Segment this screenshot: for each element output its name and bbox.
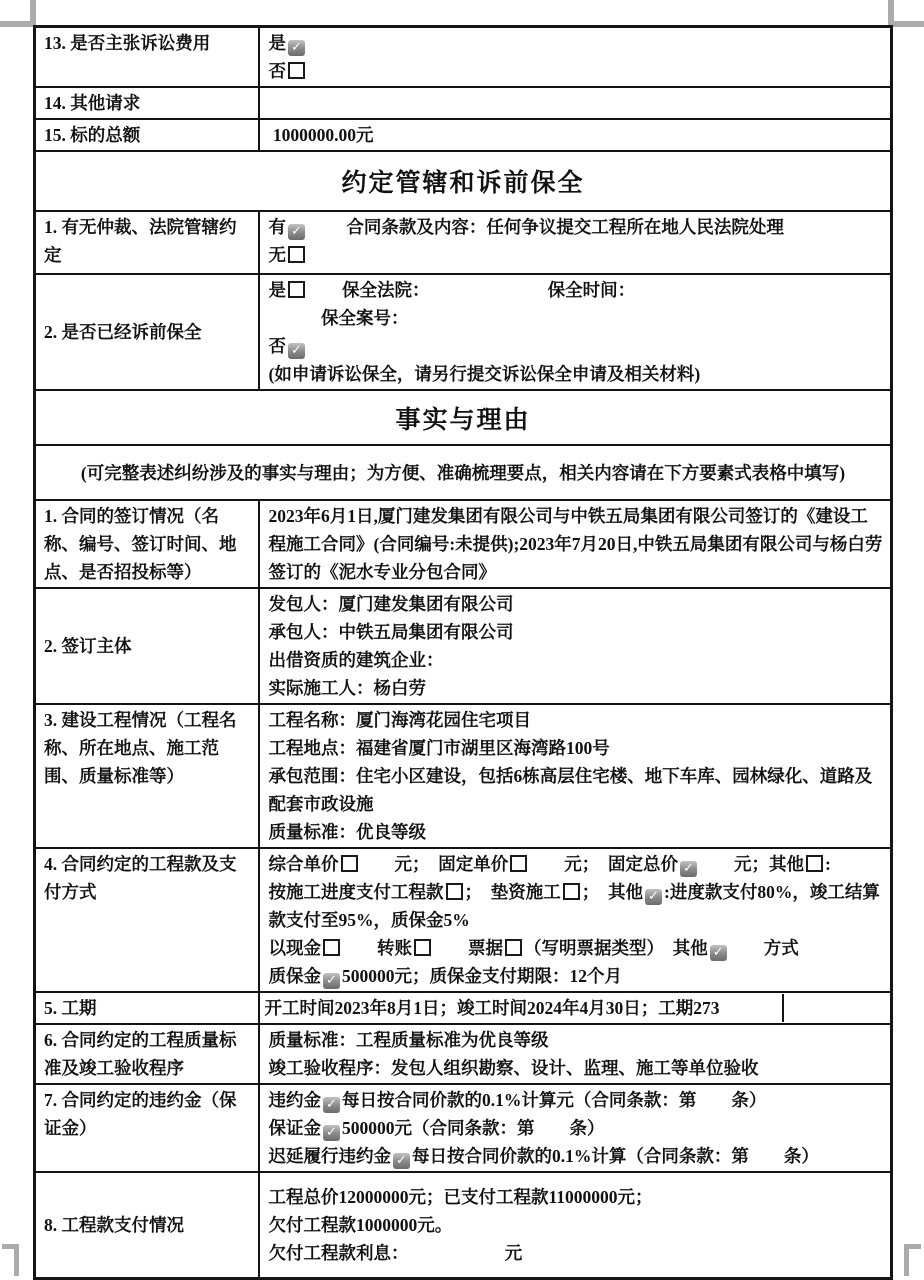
checkbox-checked-icon[interactable]: ✓ <box>393 1153 410 1169</box>
corner-mark-bottom-right-vertical <box>904 1244 909 1276</box>
text-run: 2023年6月1日,厦门建发集团有限公司与中铁五局集团有限公司签订的《建设工程施工合同》(合同编号:未提供);2023年7月20日,中铁五局集团有限公司与杨白劳签订的《泥水专业分包合同》 <box>268 506 883 582</box>
field-label-cell <box>35 588 259 704</box>
field-label: 15. 标的总额 <box>44 125 141 145</box>
field-label: 4. 合同约定的工程款及支付方式 <box>44 854 237 902</box>
text-run: 票据 <box>433 938 503 958</box>
table-row <box>35 274 892 390</box>
empty-sub-cell[interactable] <box>784 994 891 1022</box>
text-run: （写明票据类型） 其他 <box>524 938 708 958</box>
field-value-cell[interactable] <box>259 704 892 848</box>
field-value-line <box>269 1142 885 1170</box>
field-value-cell[interactable] <box>259 1024 892 1084</box>
checkbox-unchecked-icon[interactable] <box>414 939 431 956</box>
text-run: 无 <box>268 245 286 265</box>
field-value-cell[interactable] <box>259 588 892 704</box>
table-row <box>35 119 892 151</box>
text-run: 工程地点：福建省厦门市湖里区海湾路100号 <box>268 738 610 758</box>
field-value-line <box>269 502 885 586</box>
field-value-line <box>269 850 885 878</box>
field-value-cell[interactable] <box>259 992 892 1024</box>
split-value-container <box>260 994 891 1022</box>
field-label-cell <box>35 1024 259 1084</box>
field-value-line <box>260 994 784 1022</box>
field-value-line <box>269 332 885 360</box>
field-label: 7. 合同约定的违约金（保证金） <box>44 1090 237 1138</box>
field-label-cell <box>35 1084 259 1172</box>
field-value-line <box>269 1239 885 1267</box>
table-row <box>35 500 892 588</box>
field-value-line <box>269 360 885 388</box>
field-value-line <box>269 1026 885 1054</box>
field-label: 2. 是否已经诉前保全 <box>44 322 202 342</box>
field-value-line <box>269 121 885 149</box>
text-run: 开工时间2023年8月1日；竣工时间2024年4月30日；工期273 <box>264 998 720 1018</box>
field-value-line <box>269 962 885 990</box>
text-run: 质量标准：工程质量标准为优良等级 <box>268 1030 549 1050</box>
table-row <box>35 1084 892 1172</box>
section-header-row <box>35 390 892 445</box>
field-label: 3. 建设工程情况（工程名称、所在地点、施工范围、质量标准等） <box>44 710 237 786</box>
field-value-line <box>269 590 885 618</box>
table-row <box>35 1172 892 1278</box>
text-run: 工程总价12000000元；已支付工程款11000000元； <box>268 1186 653 1207</box>
note-row <box>35 445 892 500</box>
text-run: 方式 <box>728 938 799 958</box>
text-run: 违约金 <box>268 1090 321 1110</box>
field-value-line <box>269 29 885 57</box>
section-title: 约定管辖和诉前保全 <box>341 170 585 197</box>
checkbox-unchecked-icon[interactable] <box>505 939 522 956</box>
table-row <box>35 27 892 88</box>
table-row <box>35 211 892 274</box>
field-value-line <box>269 213 885 241</box>
field-label-cell <box>35 500 259 588</box>
text-run: 发包人：厦门建发集团有限公司 <box>268 594 514 614</box>
checkbox-unchecked-icon[interactable] <box>341 855 358 872</box>
field-value-line <box>269 706 885 734</box>
table-row <box>35 848 892 992</box>
checkbox-checked-icon[interactable]: ✓ <box>288 343 305 359</box>
field-value-line <box>269 734 885 762</box>
field-value-cell[interactable] <box>259 500 892 588</box>
text-run: 否 <box>268 61 286 81</box>
field-value-line <box>269 1211 885 1239</box>
field-label-cell <box>35 848 259 992</box>
text-run: 是 <box>268 33 286 53</box>
field-label: 2. 签订主体 <box>44 636 132 656</box>
field-label-cell <box>35 274 259 390</box>
corner-mark-top-right-horizontal <box>888 21 924 27</box>
text-run: 工程名称：厦门海湾花园住宅项目 <box>268 710 531 730</box>
text-run: : <box>825 854 831 874</box>
checkbox-unchecked-icon[interactable] <box>288 246 305 263</box>
field-value-line <box>269 1054 885 1082</box>
section-title-cell <box>35 151 892 211</box>
checkbox-checked-icon[interactable]: ✓ <box>645 889 662 905</box>
text-run: 欠付工程款利息： 元 <box>268 1242 523 1263</box>
checkbox-checked-icon[interactable]: ✓ <box>680 861 697 877</box>
table-row <box>35 992 892 1024</box>
field-value-line <box>269 878 885 934</box>
field-value-line <box>269 57 885 85</box>
field-value-line <box>269 646 885 674</box>
table-row <box>35 1024 892 1084</box>
section-title-cell <box>35 390 892 445</box>
text-run: (如申请诉讼保全，请另行提交诉讼保全申请及相关材料) <box>268 364 701 384</box>
table-row <box>35 704 892 848</box>
field-label-cell <box>35 704 259 848</box>
field-label: 6. 合同约定的工程质量标准及竣工验收程序 <box>44 1030 237 1078</box>
text-run: ； 其他 <box>581 882 643 902</box>
checkbox-unchecked-icon[interactable] <box>288 62 305 79</box>
field-value-line <box>269 276 885 304</box>
text-run: 欠付工程款1000000元。 <box>268 1214 453 1235</box>
field-value-line <box>269 762 885 818</box>
checkbox-unchecked-icon[interactable] <box>510 855 527 872</box>
text-run: 是 <box>268 280 286 300</box>
text-run: 每日按合同价款的0.1%计算元（合同条款：第 条） <box>342 1090 767 1110</box>
text-run: 保证金 <box>268 1118 321 1138</box>
table-row <box>35 87 892 119</box>
field-label-cell <box>35 992 259 1024</box>
field-value-line <box>269 89 885 117</box>
text-run: 转账 <box>342 938 412 958</box>
text-run: 承包范围：住宅小区建设，包括6栋高层住宅楼、地下车库、园林绿化、道路及配套市政设施 <box>268 766 873 814</box>
text-run: 以现金 <box>268 938 321 958</box>
section-title: 事实与理由 <box>395 406 531 434</box>
field-label-cell <box>35 211 259 274</box>
field-value-cell[interactable] <box>259 1084 892 1172</box>
field-label: 1. 合同的签订情况（名称、编号、签订时间、地点、是否招投标等） <box>44 506 237 582</box>
checkbox-unchecked-icon[interactable] <box>323 939 340 956</box>
field-value-line <box>269 618 885 646</box>
field-label-cell <box>35 1172 259 1278</box>
text-run: 质保金 <box>268 966 321 986</box>
field-label: 13. 是否主张诉讼费用 <box>44 33 211 53</box>
text-run: ； 垫资施工 <box>464 882 561 902</box>
text-run: 有 <box>268 217 286 237</box>
checkbox-checked-icon[interactable]: ✓ <box>323 1125 340 1141</box>
field-label-cell <box>35 27 259 88</box>
text-run: 保全案号： <box>268 308 409 328</box>
text-run: 元； 固定总价 <box>529 854 678 874</box>
field-label-cell <box>35 87 259 119</box>
text-run: 元；其他 <box>699 854 804 874</box>
checkbox-checked-icon[interactable]: ✓ <box>710 945 727 961</box>
checkbox-checked-icon[interactable]: ✓ <box>323 973 340 989</box>
text-run: 合同条款及内容：任何争议提交工程所在地人民法院处理 <box>307 217 784 237</box>
field-label: 8. 工程款支付情况 <box>44 1214 184 1235</box>
field-value-cell[interactable] <box>259 211 892 274</box>
text-run: 500000元；质保金支付期限：12个月 <box>342 966 622 986</box>
text-run: 承包人：中铁五局集团有限公司 <box>268 622 514 642</box>
checkbox-checked-icon[interactable]: ✓ <box>288 40 305 56</box>
field-value-cell[interactable] <box>259 274 892 390</box>
text-run: 元； 固定单价 <box>359 854 509 874</box>
corner-mark-top-left-horizontal <box>0 21 36 27</box>
field-value-cell[interactable] <box>259 119 892 151</box>
field-value-cell[interactable] <box>259 1172 892 1278</box>
field-value-line <box>269 1114 885 1142</box>
field-value-line <box>269 1183 885 1211</box>
checkbox-checked-icon[interactable]: ✓ <box>323 1097 340 1113</box>
field-label-cell <box>35 119 259 151</box>
field-label: 14. 其他请求 <box>44 93 141 113</box>
field-value-line <box>269 241 885 269</box>
field-label: 1. 有无仲裁、法院管辖约定 <box>44 217 237 265</box>
text-run: :进度款支付80%，竣工结算款支付至95%，质保金5% <box>268 882 880 930</box>
text-run: 迟延履行违约金 <box>268 1146 391 1166</box>
text-run: 实际施工人：杨白劳 <box>268 678 426 698</box>
text-run: 保全法院： 保全时间： <box>307 280 636 300</box>
text-run: 竣工验收程序：发包人组织勘察、设计、监理、施工等单位验收 <box>268 1058 759 1078</box>
field-value-cell[interactable] <box>259 27 892 88</box>
checkbox-checked-icon[interactable]: ✓ <box>288 224 305 240</box>
text-run: 否 <box>268 336 286 356</box>
field-value-cell[interactable] <box>259 87 892 119</box>
text-run: 每日按合同价款的0.1%计算（合同条款：第 条） <box>412 1146 819 1166</box>
text-run: 质量标准：优良等级 <box>268 822 426 842</box>
field-value-line <box>269 818 885 846</box>
checkbox-unchecked-icon[interactable] <box>288 281 305 298</box>
table-row <box>35 588 892 704</box>
field-value-line <box>269 304 885 332</box>
checkbox-unchecked-icon[interactable] <box>806 855 823 872</box>
lawsuit-form-table <box>33 25 893 1280</box>
note-cell <box>35 445 892 500</box>
checkbox-unchecked-icon[interactable] <box>563 883 580 900</box>
field-label: 5. 工期 <box>44 998 97 1018</box>
field-value-cell[interactable] <box>259 848 892 992</box>
note-text: (可完整表述纠纷涉及的事实与理由；为方便、准确梳理要点，相关内容请在下方要素式表格中填写) <box>80 463 846 483</box>
field-value-line <box>269 934 885 962</box>
text-run: 按施工进度支付工程款 <box>268 882 444 902</box>
checkbox-unchecked-icon[interactable] <box>446 883 463 900</box>
text-run: 出借资质的建筑企业： <box>268 650 444 670</box>
field-value-line <box>269 1086 885 1114</box>
text-run: 500000元（合同条款：第 条） <box>342 1118 605 1138</box>
corner-mark-bottom-left-vertical <box>14 1244 19 1276</box>
section-header-row <box>35 151 892 211</box>
text-run: 综合单价 <box>268 854 339 874</box>
text-run: 1000000.00元 <box>268 125 374 145</box>
field-value-line <box>269 674 885 702</box>
